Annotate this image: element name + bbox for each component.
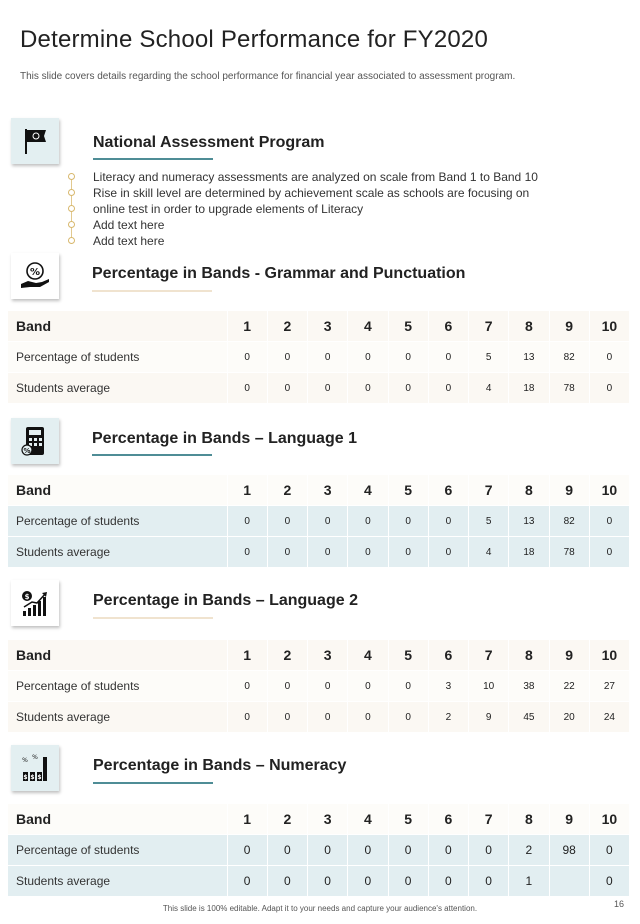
program-title-underline [93,158,213,160]
table-row [8,835,630,866]
table-cell: 18 [509,537,549,568]
table-cell: 24 [589,702,629,733]
table-cell: 0 [348,835,388,866]
header-cell: 8 [509,475,549,506]
table-cell: 0 [308,537,348,568]
header-cell: Band [8,475,227,506]
table-cell: 0 [388,342,428,373]
table-cell: 0 [469,866,509,897]
calculator-icon [20,425,50,457]
table-cell: 0 [267,835,307,866]
table-row [8,671,630,702]
bullet-dot [68,237,75,244]
table-cell: 2 [509,835,549,866]
band-table-numeracy [8,804,630,897]
table-cell: 0 [428,537,468,568]
finance-bars-icon-box [11,745,59,791]
header-cell: 7 [469,640,509,671]
percent-hand-icon-box [11,253,59,299]
section-title: Percentage in Bands - Grammar and Punctuation [92,265,466,282]
percent-hand-icon [18,260,52,292]
table-cell: 0 [227,702,267,733]
table-cell: 0 [348,671,388,702]
header-cell: 7 [469,475,509,506]
band-table-language-1 [8,475,630,568]
svg-text:%: % [29,267,41,278]
header-cell: 4 [348,475,388,506]
header-cell: 5 [388,640,428,671]
section-title-underline [93,782,213,784]
table-cell [549,866,589,897]
table-cell: 0 [267,537,307,568]
table-cell: 0 [469,835,509,866]
header-cell: 2 [267,640,307,671]
table-row [8,537,630,568]
header-cell: 10 [589,475,629,506]
table-cell: 0 [308,506,348,537]
band-table-grammar [8,311,630,404]
header-cell: 7 [469,311,509,342]
page-subtitle: This slide covers details regarding the school performance for financial year associated to assessment program. [20,71,516,82]
table-cell: 0 [267,671,307,702]
table-cell: 3 [428,671,468,702]
table-header-row [8,640,630,671]
table-cell: 0 [227,671,267,702]
table-cell: 0 [308,702,348,733]
svg-text:$: $ [23,774,28,781]
growth-chart-icon [18,587,52,619]
table-cell: 0 [388,506,428,537]
table-row [8,866,630,897]
table-cell: 0 [428,835,468,866]
table-row [8,373,630,404]
table-cell: 0 [388,373,428,404]
svg-text:%: % [23,447,31,455]
svg-text:$: $ [24,593,30,601]
table-cell: 0 [308,373,348,404]
table-cell: 22 [549,671,589,702]
growth-chart-icon-box [11,580,59,626]
header-cell: 8 [509,640,549,671]
row-label: Students average [8,537,227,568]
bullet-dot [68,173,75,180]
finance-bars-icon [18,752,52,784]
table-header-row [8,804,630,835]
table-header-row [8,475,630,506]
table-cell: 0 [348,342,388,373]
header-cell: 4 [348,311,388,342]
table-header-row [8,311,630,342]
table-cell: 38 [509,671,549,702]
header-cell: 2 [267,311,307,342]
header-cell: 6 [428,804,468,835]
header-cell: 2 [267,804,307,835]
table-cell: 0 [589,506,629,537]
svg-text:%: % [32,754,38,761]
table-cell: 0 [589,373,629,404]
table-cell: 0 [589,342,629,373]
table-cell: 0 [227,373,267,404]
table-cell: 13 [509,342,549,373]
table-cell: 0 [388,702,428,733]
table-cell: 4 [469,373,509,404]
table-cell: 18 [509,373,549,404]
table-row [8,506,630,537]
header-cell: 9 [549,311,589,342]
section-title-underline [92,454,212,456]
row-label: Percentage of students [8,835,227,866]
section-title-underline [93,617,213,619]
table-cell: 0 [348,506,388,537]
section-title: Percentage in Bands – Numeracy [93,757,347,774]
table-cell: 0 [308,835,348,866]
row-label: Students average [8,866,227,897]
row-label: Students average [8,702,227,733]
header-cell: 6 [428,640,468,671]
table-cell: 0 [348,866,388,897]
table-cell: 13 [509,506,549,537]
header-cell: 3 [308,640,348,671]
header-cell: 1 [227,804,267,835]
table-cell: 0 [428,506,468,537]
table-cell: 78 [549,373,589,404]
table-cell: 0 [589,835,629,866]
header-cell: 10 [589,804,629,835]
table-cell: 0 [267,373,307,404]
table-cell: 9 [469,702,509,733]
bullet-text: online test in order to upgrade elements of Literacy [93,202,364,216]
table-cell: 98 [549,835,589,866]
table-cell: 0 [348,702,388,733]
program-title: National Assessment Program [93,134,325,151]
table-cell: 0 [227,537,267,568]
svg-text:$: $ [30,774,35,781]
table-cell: 0 [227,342,267,373]
header-cell: 3 [308,804,348,835]
header-cell: 6 [428,475,468,506]
bullet-text: Add text here [93,218,165,232]
table-cell: 20 [549,702,589,733]
header-cell: 5 [388,311,428,342]
header-cell: 1 [227,640,267,671]
header-cell: 6 [428,311,468,342]
table-cell: 78 [549,537,589,568]
table-cell: 4 [469,537,509,568]
bullet-dot [68,221,75,228]
table-cell: 82 [549,342,589,373]
row-label: Percentage of students [8,342,227,373]
row-label: Percentage of students [8,671,227,702]
table-cell: 0 [428,342,468,373]
table-cell: 5 [469,506,509,537]
band-table-language-2 [8,640,630,733]
header-cell: Band [8,311,227,342]
header-cell: 9 [549,804,589,835]
table-cell: 0 [388,671,428,702]
header-cell: Band [8,804,227,835]
header-cell: Band [8,640,227,671]
flag-icon [20,126,50,156]
table-cell: 0 [388,866,428,897]
table-cell: 0 [428,866,468,897]
table-cell: 0 [227,835,267,866]
table-cell: 0 [428,373,468,404]
table-cell: 0 [589,866,629,897]
table-cell: 0 [348,537,388,568]
section-title-underline [92,290,212,292]
header-cell: 4 [348,804,388,835]
table-cell: 0 [308,671,348,702]
table-cell: 82 [549,506,589,537]
table-cell: 1 [509,866,549,897]
header-cell: 8 [509,804,549,835]
table-cell: 27 [589,671,629,702]
header-cell: 7 [469,804,509,835]
table-cell: 0 [227,866,267,897]
table-cell: 5 [469,342,509,373]
header-cell: 4 [348,640,388,671]
table-row [8,342,630,373]
svg-text:%: % [22,757,28,764]
header-cell: 1 [227,311,267,342]
header-cell: 10 [589,311,629,342]
header-cell: 3 [308,311,348,342]
section-title: Percentage in Bands – Language 1 [92,430,357,447]
header-cell: 3 [308,475,348,506]
table-cell: 10 [469,671,509,702]
footer-note: This slide is 100% editable. Adapt it to your needs and capture your audience's attention. [162,904,478,913]
table-cell: 0 [388,537,428,568]
table-cell: 0 [227,506,267,537]
table-cell: 0 [267,866,307,897]
table-cell: 2 [428,702,468,733]
bullet-text: Rise in skill level are determined by achievement scale as schools are focusing on [93,186,530,200]
header-cell: 10 [589,640,629,671]
calculator-icon-box [11,418,59,464]
svg-text:$: $ [37,774,42,781]
table-row [8,702,630,733]
section-title: Percentage in Bands – Language 2 [93,592,358,609]
bullet-text: Add text here [93,234,165,248]
table-cell: 45 [509,702,549,733]
table-cell: 0 [388,835,428,866]
header-cell: 2 [267,475,307,506]
table-cell: 0 [348,373,388,404]
bullet-dot [68,189,75,196]
header-cell: 9 [549,475,589,506]
page-number: 16 [613,899,624,909]
header-cell: 8 [509,311,549,342]
table-cell: 0 [267,342,307,373]
table-cell: 0 [589,537,629,568]
header-cell: 1 [227,475,267,506]
table-cell: 0 [267,506,307,537]
flag-icon-box [11,118,59,164]
bullet-dot [68,205,75,212]
header-cell: 5 [388,475,428,506]
header-cell: 9 [549,640,589,671]
bullet-text: Literacy and numeracy assessments are analyzed on scale from Band 1 to Band 10 [93,170,538,184]
table-cell: 0 [267,702,307,733]
header-cell: 5 [388,804,428,835]
page-title: Determine School Performance for FY2020 [20,26,489,53]
row-label: Students average [8,373,227,404]
row-label: Percentage of students [8,506,227,537]
table-cell: 0 [308,342,348,373]
table-cell: 0 [308,866,348,897]
